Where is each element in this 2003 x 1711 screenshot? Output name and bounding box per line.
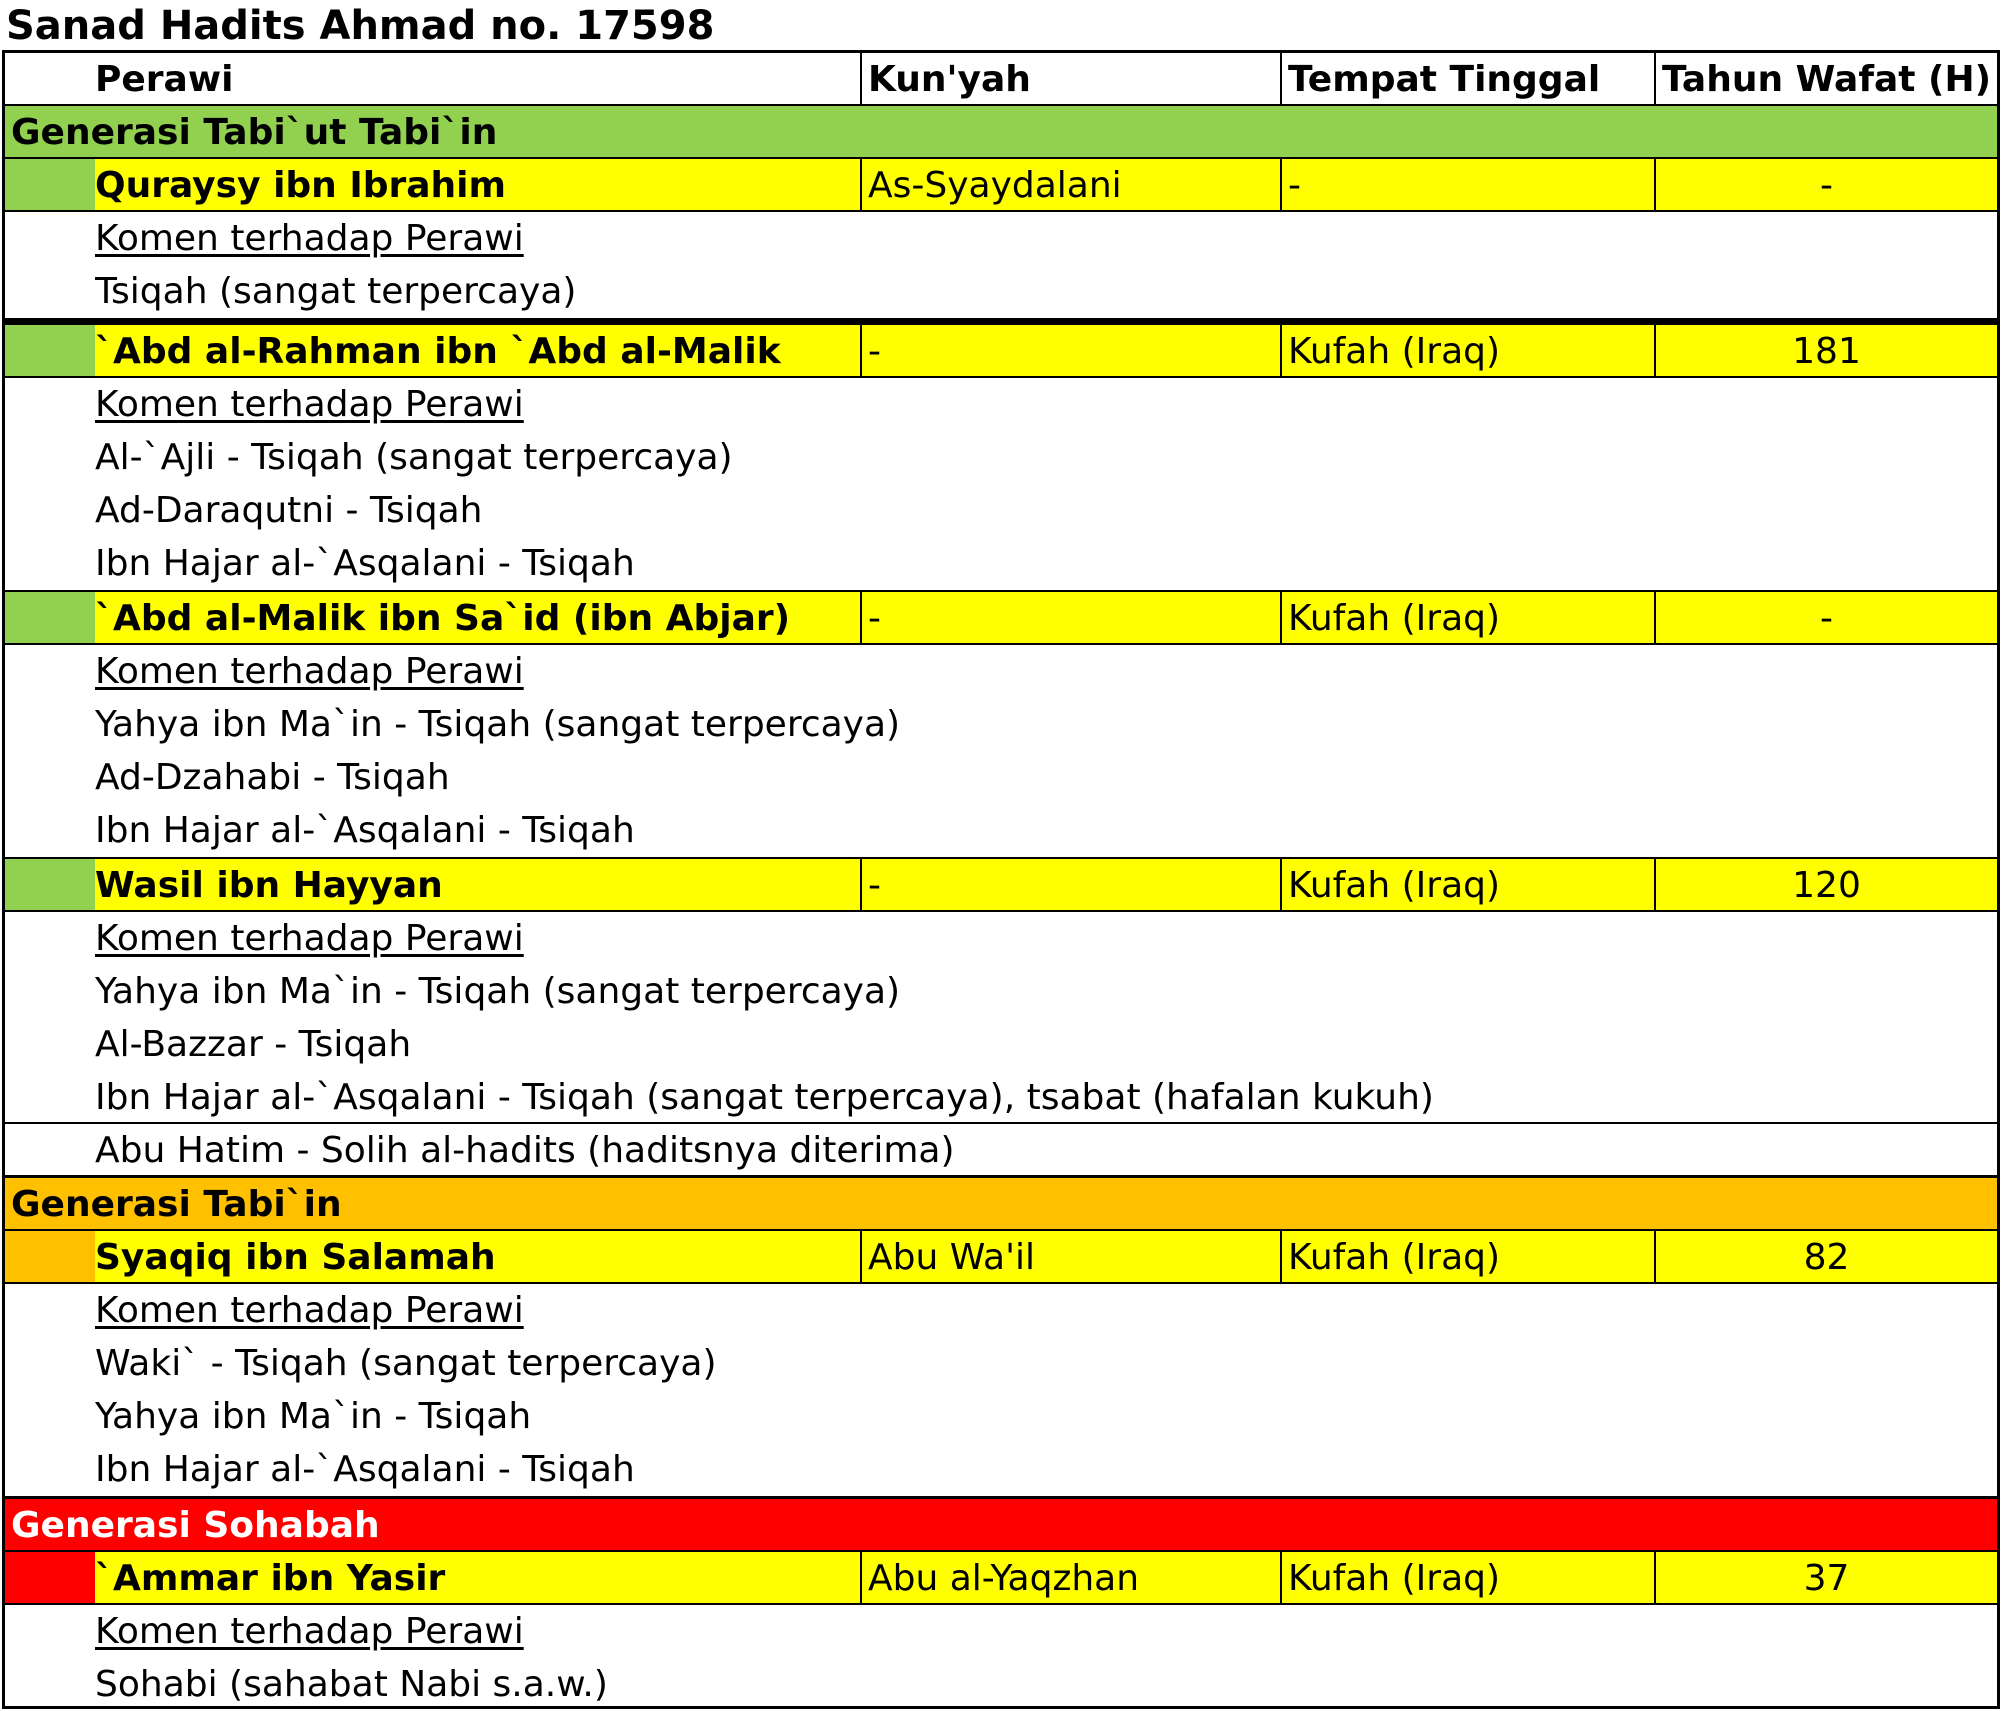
comment-heading-row: [5, 212, 1997, 265]
narrator-tempat: Kufah (Iraq): [1280, 1552, 1654, 1603]
generation-label: Generasi Tabi`ut Tabi`in: [11, 112, 498, 153]
narrator-name: `Abd al-Rahman ibn `Abd al-Malik: [95, 331, 781, 372]
comment-text: Ibn Hajar al-`Asqalani - Tsiqah: [95, 543, 635, 584]
comment-text: Abu Hatim - Solih al-hadits (haditsnya diterima): [95, 1130, 955, 1171]
narrator-row: [5, 159, 1997, 212]
generation-label: Generasi Sohabah: [11, 1505, 380, 1546]
comment-row: [5, 431, 1997, 484]
comment-row: [5, 1337, 1997, 1390]
comment-text: Al-`Ajli - Tsiqah (sangat terpercaya): [95, 437, 733, 478]
narrator-row: [5, 1231, 1997, 1284]
comment-text: Ad-Daraqutni - Tsiqah: [95, 490, 483, 531]
comment-row: [5, 265, 1997, 325]
header-tahun-wafat: Tahun Wafat (H): [1654, 53, 1997, 104]
comment-row: [5, 751, 1997, 804]
comment-heading-row: [5, 1284, 1997, 1337]
comment-row: [5, 698, 1997, 751]
header-kunyah: Kun'yah: [860, 53, 1280, 104]
comment-text: Tsiqah (sangat terpercaya): [95, 271, 577, 312]
comment-heading-row: [5, 1605, 1997, 1658]
comment-text: Ibn Hajar al-`Asqalani - Tsiqah: [95, 810, 635, 851]
comment-row: [5, 1390, 1997, 1443]
comment-row: [5, 1443, 1997, 1503]
generation-header-tabiut-tabiin: [5, 106, 1997, 159]
narrator-row: [5, 325, 1997, 378]
comment-text: Ibn Hajar al-`Asqalani - Tsiqah (sangat terpercaya), tsabat (hafalan kukuh): [95, 1077, 1434, 1118]
narrator-name: `Abd al-Malik ibn Sa`id (ibn Abjar): [95, 598, 791, 639]
generation-label: Generasi Tabi`in: [11, 1184, 342, 1225]
generation-header-sohabah: [5, 1499, 1997, 1552]
narrator-wafat: 181: [1654, 325, 1997, 376]
comment-heading-row: [5, 378, 1997, 431]
comment-text: Yahya ibn Ma`in - Tsiqah (sangat terpercaya): [95, 971, 901, 1012]
narrator-kunyah: As-Syaydalani: [860, 159, 1280, 210]
comment-text: Ibn Hajar al-`Asqalani - Tsiqah: [95, 1449, 635, 1490]
narrator-tempat: Kufah (Iraq): [1280, 1231, 1654, 1282]
generation-color-swatch: [5, 859, 95, 910]
narrator-name: Syaqiq ibn Salamah: [95, 1237, 496, 1278]
narrator-kunyah: -: [860, 325, 1280, 376]
narrator-wafat: 37: [1654, 1552, 1997, 1603]
narrator-tempat: Kufah (Iraq): [1280, 325, 1654, 376]
comment-text: Ad-Dzahabi - Tsiqah: [95, 757, 450, 798]
comment-row: [5, 484, 1997, 537]
comment-text: Sohabi (sahabat Nabi s.a.w.): [95, 1664, 608, 1705]
narrator-wafat: -: [1654, 592, 1997, 643]
narrator-tempat: -: [1280, 159, 1654, 210]
narrator-kunyah: Abu Wa'il: [860, 1231, 1280, 1282]
narrator-row: [5, 592, 1997, 645]
comments-heading: Komen terhadap Perawi: [95, 1611, 524, 1652]
narrator-name: Wasil ibn Hayyan: [95, 865, 443, 906]
comment-text: Waki` - Tsiqah (sangat terpercaya): [95, 1343, 717, 1384]
generation-color-swatch: [5, 1552, 95, 1603]
comment-text: Yahya ibn Ma`in - Tsiqah (sangat terpercaya): [95, 704, 901, 745]
comment-text: Yahya ibn Ma`in - Tsiqah: [95, 1396, 532, 1437]
narrator-name: `Ammar ibn Yasir: [95, 1558, 446, 1599]
header-perawi: Perawi: [95, 59, 234, 100]
comments-heading: Komen terhadap Perawi: [95, 1290, 524, 1331]
header-tempat-tinggal: Tempat Tinggal: [1280, 53, 1654, 104]
comment-row: [5, 1658, 1997, 1711]
comment-text: Al-Bazzar - Tsiqah: [95, 1024, 412, 1065]
comment-heading-row: [5, 912, 1997, 965]
comment-row: [5, 1124, 1997, 1182]
narrator-tempat: Kufah (Iraq): [1280, 592, 1654, 643]
comments-heading: Komen terhadap Perawi: [95, 918, 524, 959]
narrator-wafat: -: [1654, 159, 1997, 210]
generation-color-swatch: [5, 592, 95, 643]
comments-heading: Komen terhadap Perawi: [95, 384, 524, 425]
comment-row: [5, 1018, 1997, 1071]
generation-color-swatch: [5, 325, 95, 376]
comments-heading: Komen terhadap Perawi: [95, 651, 524, 692]
comment-row: [5, 537, 1997, 597]
table-header-row: [5, 53, 1997, 106]
comments-heading: Komen terhadap Perawi: [95, 218, 524, 259]
generation-color-swatch: [5, 159, 95, 210]
generation-header-tabiin: [5, 1178, 1997, 1231]
narrator-row: [5, 1552, 1997, 1605]
narrator-tempat: Kufah (Iraq): [1280, 859, 1654, 910]
narrator-kunyah: -: [860, 592, 1280, 643]
narrator-kunyah: -: [860, 859, 1280, 910]
narrator-wafat: 82: [1654, 1231, 1997, 1282]
narrator-row: [5, 859, 1997, 912]
sanad-table: [2, 50, 2000, 1709]
narrator-kunyah: Abu al-Yaqzhan: [860, 1552, 1280, 1603]
generation-color-swatch: [5, 1231, 95, 1282]
comment-row: [5, 1071, 1997, 1124]
narrator-wafat: 120: [1654, 859, 1997, 910]
comment-row: [5, 965, 1997, 1018]
narrator-name: Quraysy ibn Ibrahim: [95, 165, 507, 206]
comment-row: [5, 804, 1997, 864]
comment-heading-row: [5, 645, 1997, 698]
page-title: Sanad Hadits Ahmad no. 17598: [6, 3, 715, 49]
